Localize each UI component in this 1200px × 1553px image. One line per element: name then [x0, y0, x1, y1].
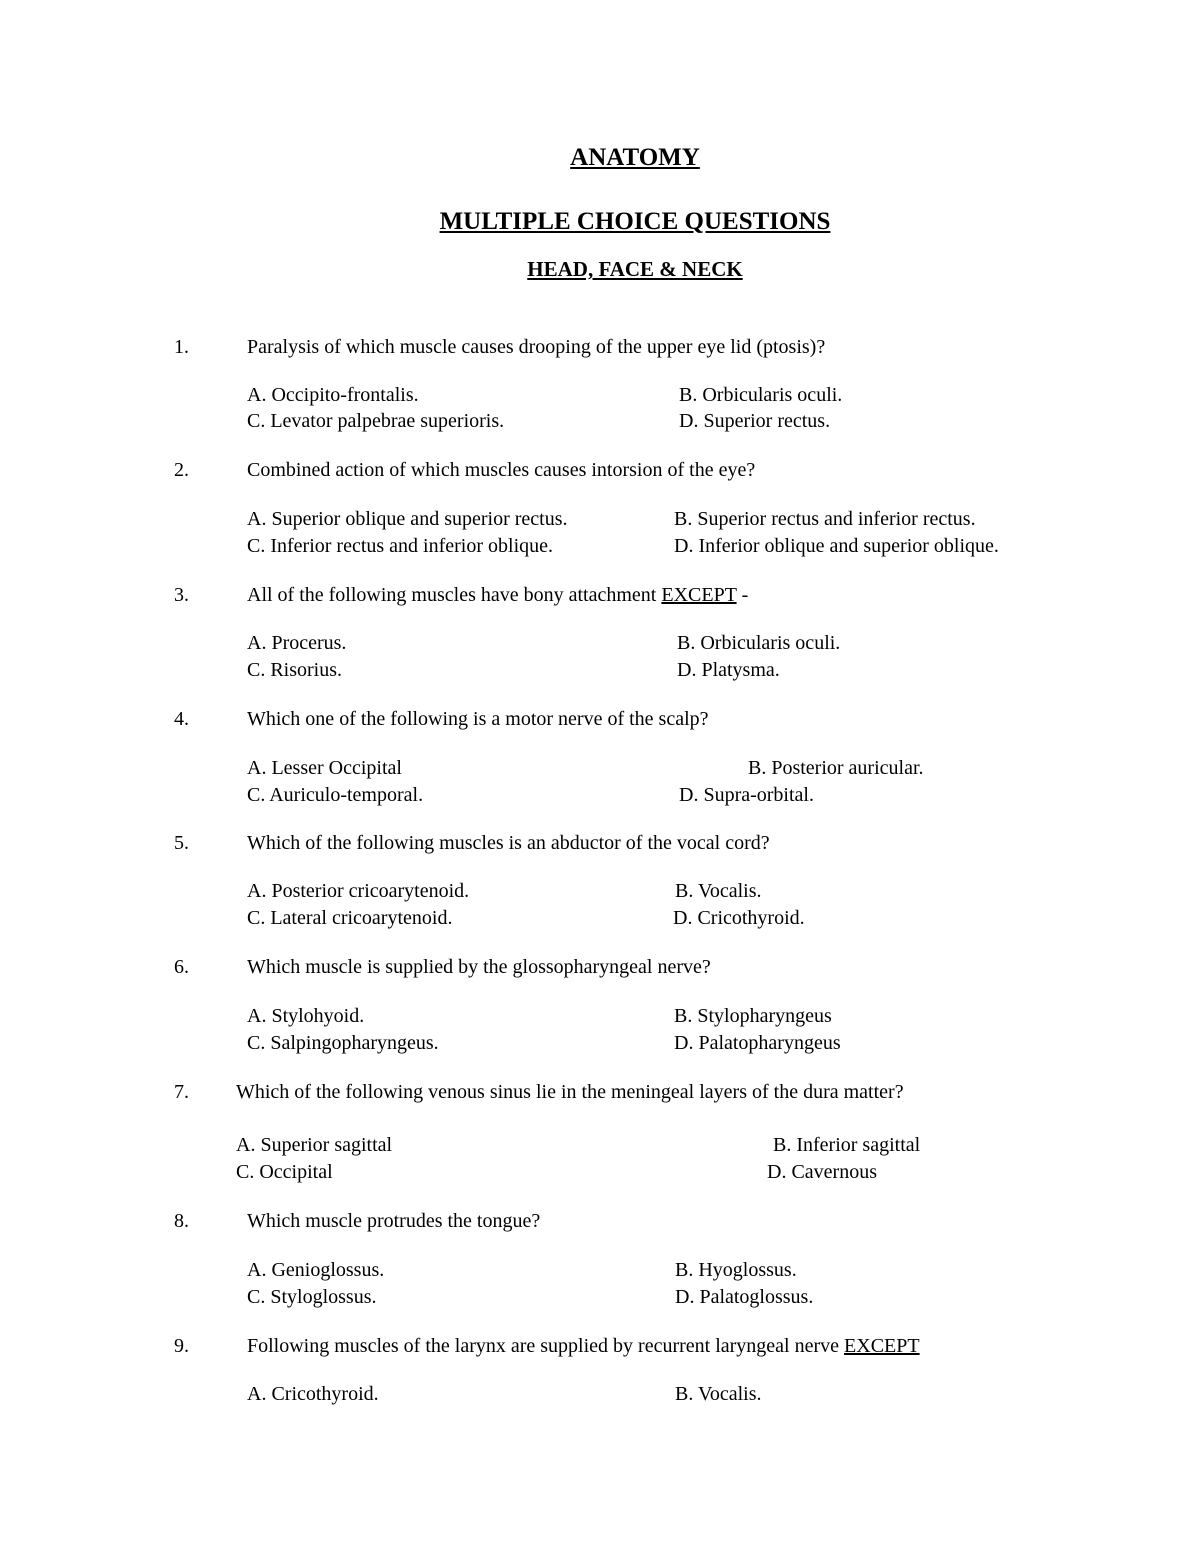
question-text: [247, 583, 748, 607]
option-d: D. Platysma.: [677, 659, 780, 681]
question-text-main: Following muscles of the larynx are supplied by recurrent laryngeal nerve: [247, 1335, 845, 1357]
option-a: A. Superior sagittal: [236, 1134, 393, 1156]
question-number: 6.: [174, 956, 189, 978]
option-a: A. Genioglossus.: [247, 1259, 385, 1281]
option-b: B. Hyoglossus.: [675, 1259, 797, 1281]
option-b: B. Inferior sagittal: [773, 1134, 921, 1156]
option-c: C. Inferior rectus and inferior oblique.: [247, 535, 554, 557]
option-c: C. Risorius.: [247, 659, 343, 681]
option-a: A. Cricothyroid.: [247, 1383, 379, 1405]
question-number: 5.: [174, 832, 189, 854]
option-b: B. Orbicularis oculi.: [677, 632, 841, 654]
question-text: Which of the following muscles is an abductor of the vocal cord?: [247, 832, 770, 854]
question-text-main: All of the following muscles have bony attachment: [247, 584, 662, 606]
option-c: C. Salpingopharyngeus.: [247, 1032, 439, 1054]
option-d: D. Superior rectus.: [679, 410, 831, 432]
question-number: 2.: [174, 459, 189, 481]
question-number: 3.: [174, 584, 189, 606]
option-c: C. Lateral cricoarytenoid.: [247, 907, 453, 929]
option-d: D. Inferior oblique and superior oblique.: [674, 535, 999, 557]
option-b: B. Orbicularis oculi.: [679, 384, 843, 406]
question-number: 7.: [174, 1081, 189, 1103]
option-c: C. Auriculo-temporal.: [247, 784, 424, 806]
page-subtitle: MULTIPLE CHOICE QUESTIONS: [439, 208, 831, 235]
question-text-suffix: -: [736, 584, 749, 606]
option-d: D. Palatoglossus.: [675, 1286, 814, 1308]
option-c: C. Levator palpebrae superioris.: [247, 410, 505, 432]
question-number: 4.: [174, 708, 189, 730]
option-a: A. Lesser Occipital: [247, 757, 402, 779]
option-d: D. Cavernous: [767, 1161, 877, 1183]
option-d: D. Palatopharyngeus: [674, 1032, 841, 1054]
except-emphasis: EXCEPT: [844, 1335, 920, 1357]
question-number: 1.: [174, 336, 189, 358]
option-d: D. Cricothyroid.: [673, 907, 805, 929]
option-b: B. Superior rectus and inferior rectus.: [674, 508, 976, 530]
question-number: 9.: [174, 1335, 189, 1357]
option-a: A. Occipito-frontalis.: [247, 384, 419, 406]
option-a: A. Superior oblique and superior rectus.: [247, 508, 568, 530]
option-d: D. Supra-orbital.: [679, 784, 814, 806]
option-a: A. Procerus.: [247, 632, 347, 654]
option-c: C. Styloglossus.: [247, 1286, 377, 1308]
option-c: C. Occipital: [236, 1161, 333, 1183]
except-emphasis: EXCEPT: [661, 584, 737, 606]
option-a: A. Posterior cricoarytenoid.: [247, 880, 470, 902]
question-text: Combined action of which muscles causes intorsion of the eye?: [247, 459, 756, 481]
question-text: Which of the following venous sinus lie in the meningeal layers of the dura matter?: [236, 1081, 904, 1103]
question-text: [247, 1334, 920, 1358]
section-heading: HEAD, FACE & NECK: [527, 257, 743, 281]
page-title: ANATOMY: [570, 144, 700, 171]
question-text: Which one of the following is a motor nerve of the scalp?: [247, 708, 709, 730]
question-number: 8.: [174, 1210, 189, 1232]
question-text: Paralysis of which muscle causes drooping of the upper eye lid (ptosis)?: [247, 336, 826, 358]
question-text: Which muscle is supplied by the glossopharyngeal nerve?: [247, 956, 711, 978]
question-text: Which muscle protrudes the tongue?: [247, 1210, 541, 1232]
option-b: B. Vocalis.: [675, 880, 762, 902]
option-a: A. Stylohyoid.: [247, 1005, 365, 1027]
option-b: B. Posterior auricular.: [748, 757, 924, 779]
option-b: B. Vocalis.: [675, 1383, 762, 1405]
option-b: B. Stylopharyngeus: [674, 1005, 832, 1027]
